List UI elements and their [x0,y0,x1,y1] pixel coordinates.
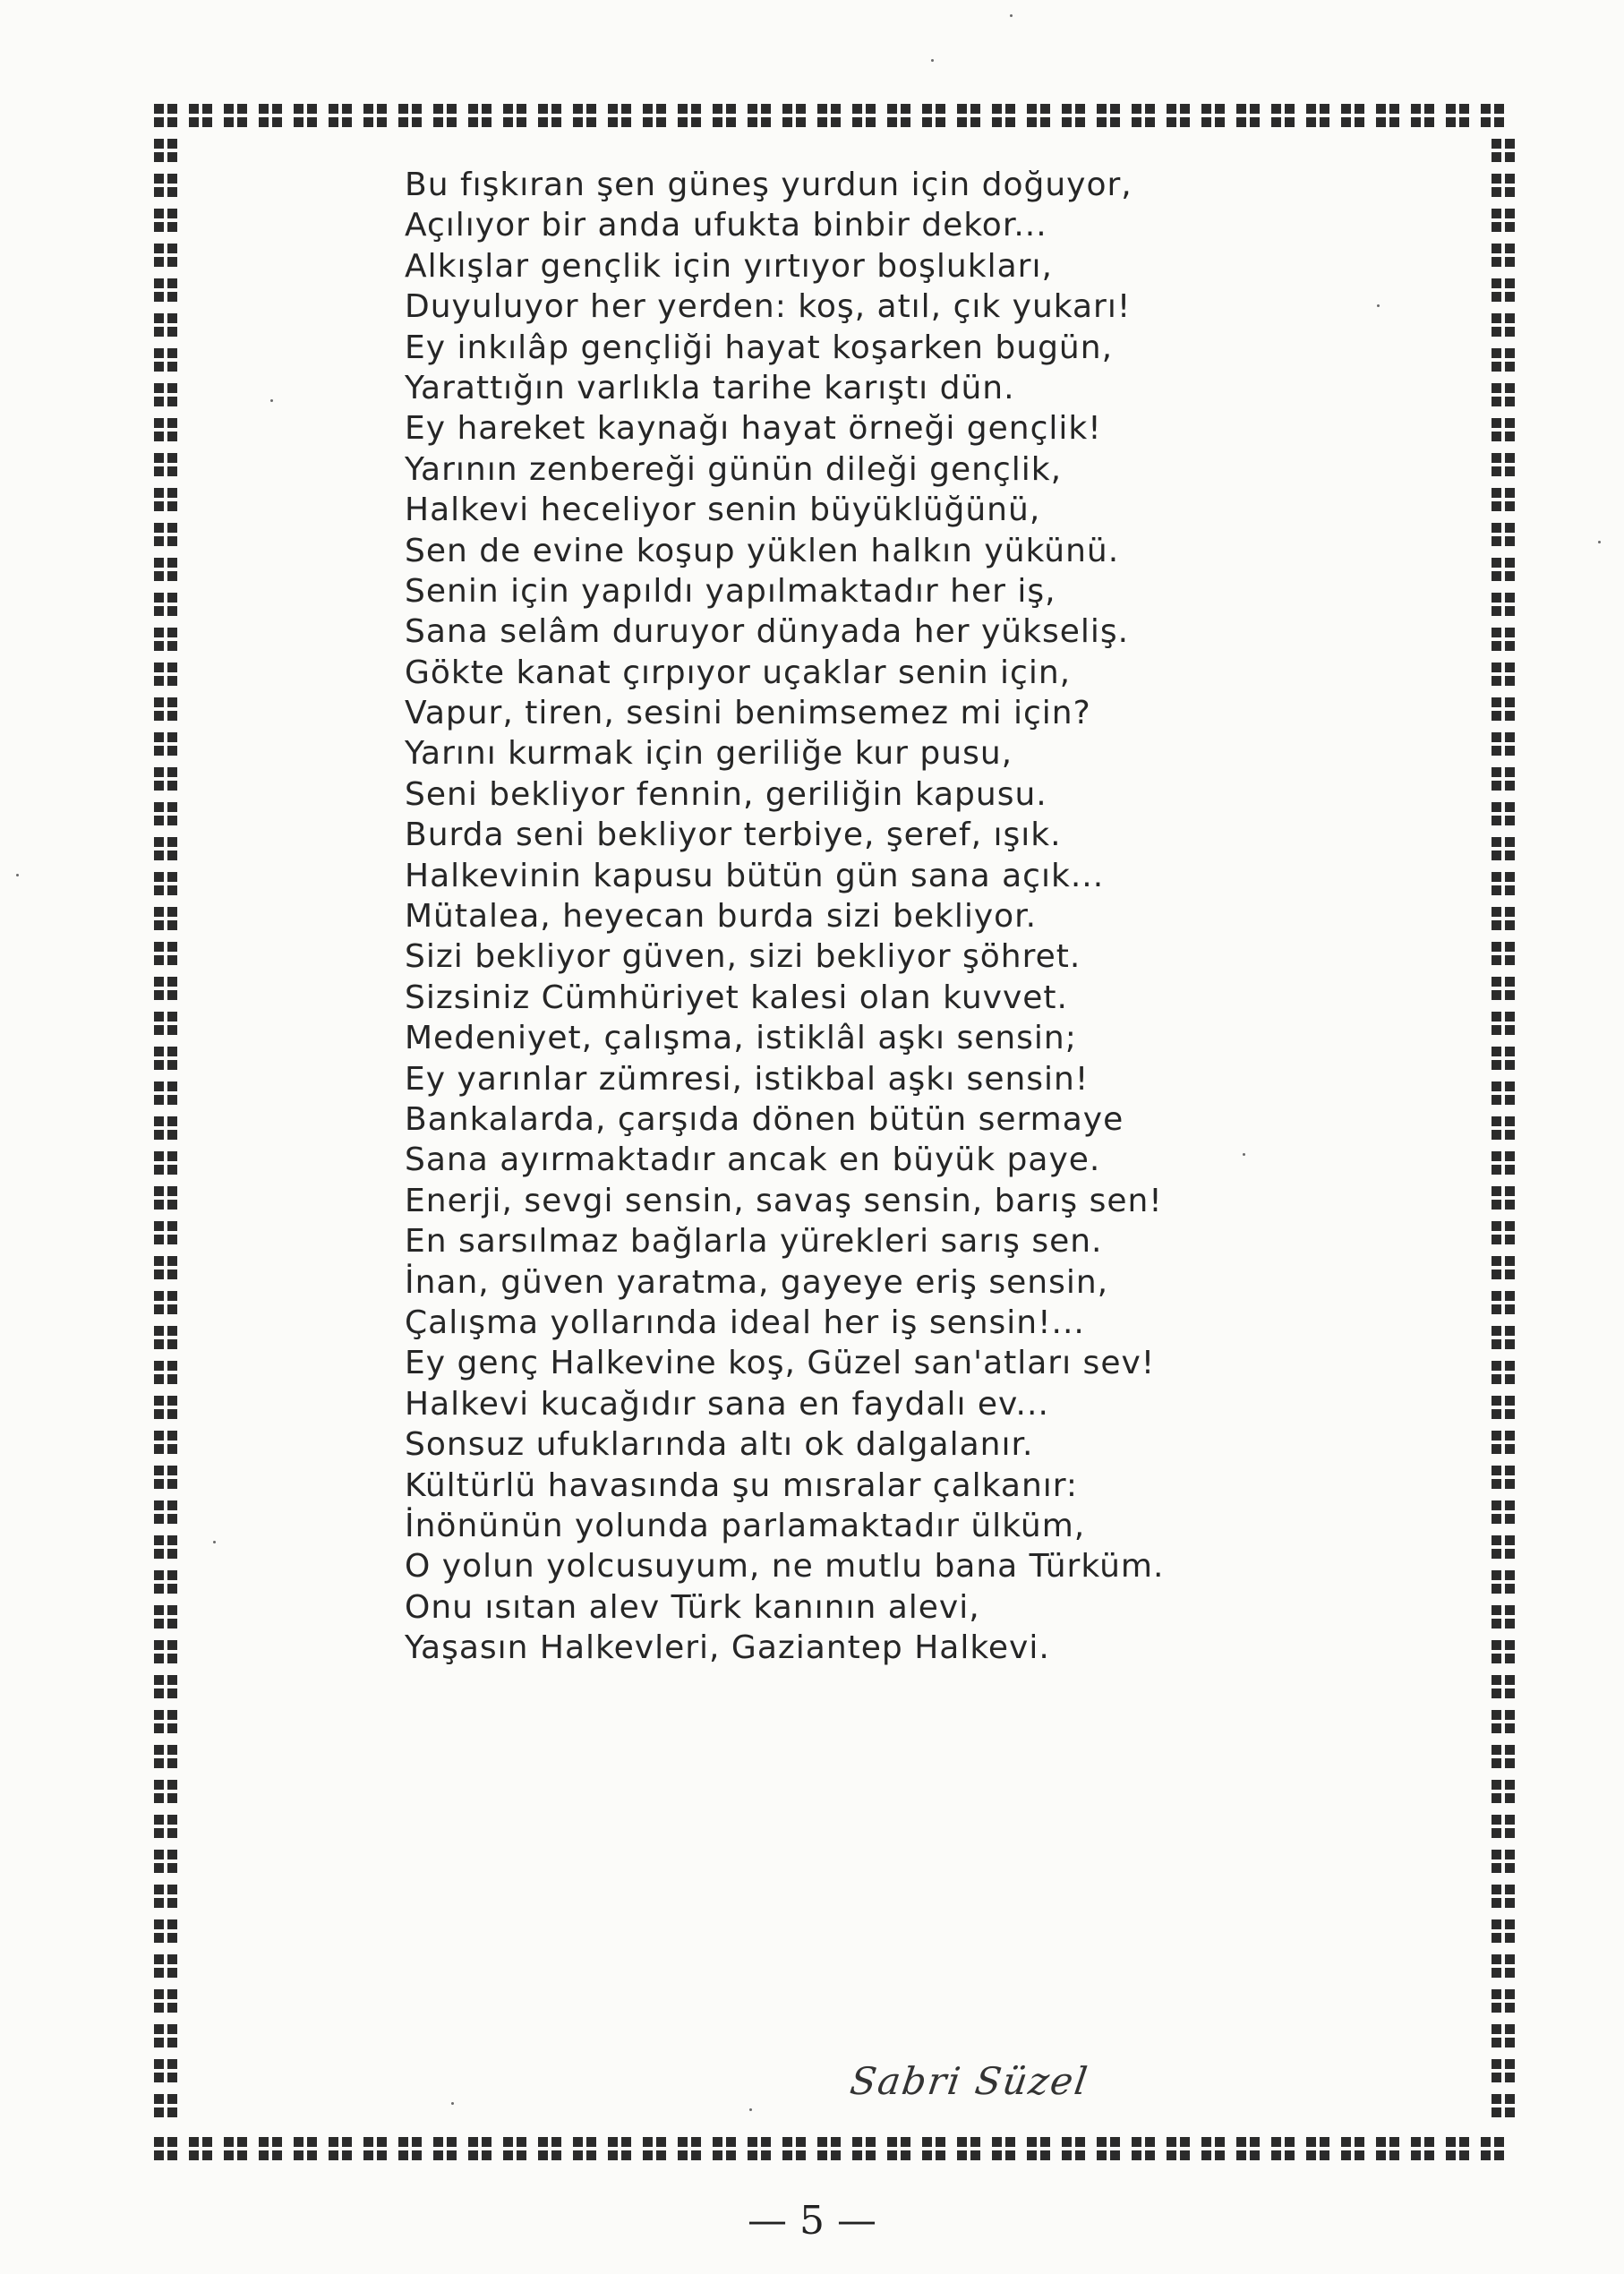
poem-line: Ey genç Halkevine koş, Güzel san'atları sev! [405,1345,1156,1382]
frame-ornament [1236,104,1260,127]
frame-ornament [1376,104,1399,127]
frame-ornament [189,104,212,127]
frame-ornament [154,872,177,895]
frame-ornament [154,1431,177,1454]
frame-ornament [817,2137,841,2160]
frame-ornament [154,837,177,860]
frame-ornament [1492,1116,1515,1140]
frame-ornament [1492,558,1515,581]
frame-ornament [154,1605,177,1629]
poem-line: Mütalea, heyecan burda sizi bekliyor. [405,898,1038,936]
frame-ornament [1492,1256,1515,1279]
scan-speck [1243,1153,1245,1156]
frame-ornament [398,2137,422,2160]
poem-line: Çalışma yollarında ideal her iş sensin!... [405,1304,1085,1341]
poem-line: Sana ayırmaktadır ancak en büyük paye. [405,1141,1101,1179]
frame-ornament [154,1256,177,1279]
frame-ornament [1492,1570,1515,1594]
frame-ornament [1492,1535,1515,1559]
frame-ornament [1481,2137,1504,2160]
poem-line: Halkevi heceliyor senin büyüklüğünü, [405,492,1041,529]
frame-ornament [1492,418,1515,441]
frame-ornament [1306,2137,1329,2160]
frame-ornament [678,2137,701,2160]
poem-line: O yolun yolcusuyum, ne mutlu bana Türküm. [405,1548,1165,1586]
frame-ornament [957,2137,980,2160]
frame-ornament [1492,1954,1515,1978]
frame-ornament [1236,2137,1260,2160]
frame-ornament [992,2137,1015,2160]
frame-ornament [678,104,701,127]
frame-ornament [154,1047,177,1070]
frame-ornament [1341,2137,1364,2160]
frame-ornament [154,1535,177,1559]
frame-ornament [259,104,282,127]
poem-line: Bu fışkıran şen güneş yurdun için doğuyor, [405,167,1133,203]
frame-ornament [1492,1012,1515,1035]
frame-ornament [1492,907,1515,930]
frame-ornament [154,104,177,127]
frame-ornament [154,2024,177,2047]
frame-ornament [1492,593,1515,616]
frame-ornament [538,2137,561,2160]
frame-ornament [1492,453,1515,476]
frame-ornament [154,1500,177,1524]
frame-ornament [1492,209,1515,232]
frame-ornament [154,244,177,267]
poem-line: Ey inkılâp gençliği hayat koşarken bugün, [405,329,1114,366]
frame-ornament [1201,104,1225,127]
frame-ornament [922,104,945,127]
frame-ornament [573,104,596,127]
frame-ornament [713,2137,736,2160]
scan-speck [749,2108,752,2111]
poem-line: Burda seni bekliyor terbiye, şeref, ışık. [405,816,1062,854]
frame-ornament [1492,802,1515,825]
frame-ornament [154,1885,177,1908]
frame-ornament [1492,663,1515,686]
frame-ornament [329,2137,352,2160]
frame-ornament [154,1675,177,1698]
frame-ornament [1492,1291,1515,1314]
frame-ornament [294,104,317,127]
frame-ornament [154,628,177,651]
frame-ornament [154,1919,177,1943]
poem-line: Duyuluyor her yerden: koş, atıl, çık yukarı! [405,288,1132,326]
poem-line: Sen de evine koşup yüklen halkın yükünü. [405,532,1120,569]
frame-ornament [1306,104,1329,127]
frame-ornament [154,1221,177,1244]
frame-ornament [154,1989,177,2013]
frame-ornament [224,104,247,127]
frame-ornament [1027,2137,1050,2160]
frame-ornament [887,2137,910,2160]
poem-line: Sonsuz ufuklarında altı ok dalgalanır. [405,1426,1034,1464]
frame-ornament [154,209,177,232]
frame-ornament [154,1780,177,1803]
frame-ornament [1492,767,1515,791]
frame-ornament [1492,1640,1515,1663]
frame-ornament [1201,2137,1225,2160]
scan-speck [451,2102,454,2105]
frame-ornament [782,2137,806,2160]
poem-line: Yarattığın varlıkla tarihe karıştı dün. [405,369,1015,406]
frame-ornament [363,2137,387,2160]
poem-line: Enerji, sevgi sensin, savaş sensin, barış sen! [405,1182,1163,1219]
frame-ornament [1492,1431,1515,1454]
frame-ornament [1167,104,1190,127]
frame-ornament [992,104,1015,127]
frame-ornament [1492,1745,1515,1768]
frame-ornament [1341,104,1364,127]
frame-ornament [1492,1047,1515,1070]
frame-ornament [154,767,177,791]
frame-ornament [154,1570,177,1594]
frame-ornament [608,2137,631,2160]
frame-ornament [1446,104,1469,127]
frame-ornament [154,453,177,476]
frame-ornament [1492,837,1515,860]
frame-ornament [1492,2094,1515,2117]
poem-line: Alkışlar gençlik için yırtıyor boşlukları, [405,247,1053,285]
poem-line: İnan, güven yaratma, gayeye eriş sensin, [405,1263,1109,1301]
frame-ornament [1492,2024,1515,2047]
frame-ornament [1492,1815,1515,1838]
frame-ornament [748,104,771,127]
frame-ornament [154,1954,177,1978]
frame-ornament [782,104,806,127]
frame-ornament [154,942,177,965]
frame-ornament [887,104,910,127]
frame-ornament [154,1012,177,1035]
frame-ornament [224,2137,247,2160]
frame-ornament [1492,383,1515,406]
frame-ornament [1492,1081,1515,1105]
frame-ornament [1492,174,1515,197]
frame-ornament [154,802,177,825]
frame-ornament [259,2137,282,2160]
frame-ornament [154,523,177,546]
page-number: — 5 — [748,2198,876,2244]
frame-ornament [852,2137,876,2160]
poem-line: Yarının zenbereği günün dileği gençlik, [405,450,1063,488]
frame-ornament [503,104,526,127]
frame-ornament [713,104,736,127]
poem-line: Onu ısıtan alev Türk kanının alevi, [405,1588,980,1626]
frame-ornament [1446,2137,1469,2160]
frame-ornament [1132,104,1155,127]
frame-ornament [1492,1396,1515,1419]
frame-ornament [154,977,177,1000]
scan-speck [270,399,273,402]
frame-ornament [433,104,457,127]
frame-ornament [154,488,177,511]
poem-line: Halkevi kucağıdır sana en faydalı ev... [405,1385,1049,1423]
frame-ornament [1492,1989,1515,2013]
frame-ornament [154,1815,177,1838]
frame-ornament [154,663,177,686]
frame-ornament [1097,2137,1120,2160]
frame-ornament [154,2094,177,2117]
scan-speck [1010,14,1013,17]
frame-ornament [189,2137,212,2160]
frame-ornament [154,907,177,930]
poem-line: Kültürlü havasında şu mısralar çalkanır: [405,1466,1079,1504]
poem-line: Sizsiniz Cümhüriyet kalesi olan kuvvet. [405,979,1068,1016]
scan-speck [16,874,19,876]
frame-ornament [1492,697,1515,721]
frame-ornament [1411,2137,1434,2160]
frame-ornament [154,348,177,372]
frame-ornament [154,1081,177,1105]
frame-ornament [1492,1151,1515,1175]
frame-ornament [1492,1361,1515,1384]
frame-ornament [1271,2137,1295,2160]
frame-ornament [1492,1675,1515,1698]
decorative-frame-top [154,104,1516,127]
frame-ornament [643,2137,666,2160]
frame-ornament [1492,2059,1515,2082]
frame-ornament [1492,872,1515,895]
decorative-frame-bottom [154,2137,1516,2160]
frame-ornament [154,2059,177,2082]
frame-ornament [1492,313,1515,337]
frame-ornament [1492,1605,1515,1629]
frame-ornament [154,1850,177,1873]
frame-ornament [154,278,177,302]
frame-ornament [1481,104,1504,127]
frame-ornament [1492,628,1515,651]
poem-line: Sana selâm duruyor dünyada her yükseliş. [405,613,1130,651]
decorative-frame-right [1492,139,1515,2129]
frame-ornament [1271,104,1295,127]
frame-ornament [503,2137,526,2160]
frame-ornament [154,383,177,406]
frame-ornament [1411,104,1434,127]
frame-ornament [1167,2137,1190,2160]
decorative-frame-left [154,139,177,2129]
frame-ornament [154,174,177,197]
frame-ornament [154,558,177,581]
poem-line: İnönünün yolunda parlamaktadır ülküm, [405,1507,1086,1544]
frame-ornament [748,2137,771,2160]
poem-line: Açılıyor bir anda ufukta binbir dekor... [405,207,1047,244]
frame-ornament [538,104,561,127]
poem-line: En sarsılmaz bağlarla yürekleri sarış sen. [405,1223,1103,1261]
frame-ornament [573,2137,596,2160]
scan-speck [1598,541,1601,543]
frame-ornament [468,104,491,127]
frame-ornament [957,104,980,127]
frame-ornament [1062,2137,1085,2160]
frame-ornament [1492,139,1515,162]
frame-ornament [154,418,177,441]
frame-ornament [1492,488,1515,511]
frame-ornament [294,2137,317,2160]
frame-ornament [154,1326,177,1349]
frame-ornament [329,104,352,127]
poem-line: Ey yarınlar zümresi, istikbal aşkı sensin! [405,1060,1090,1098]
frame-ornament [154,2137,177,2160]
frame-ornament [608,104,631,127]
poem-line: Seni bekliyor fennin, geriliğin kapusu. [405,775,1047,813]
frame-ornament [852,104,876,127]
frame-ornament [1062,104,1085,127]
frame-ornament [154,1116,177,1140]
poem-line: Bankalarda, çarşıda dönen bütün sermaye [405,1100,1124,1138]
frame-ornament [154,1466,177,1489]
poem-line: Gökte kanat çırpıyor uçaklar senin için, [405,654,1072,691]
frame-ornament [1492,1919,1515,1943]
frame-ornament [1492,1326,1515,1349]
frame-ornament [1097,104,1120,127]
frame-ornament [154,1361,177,1384]
frame-ornament [1492,348,1515,372]
frame-ornament [398,104,422,127]
frame-ornament [1492,1466,1515,1489]
frame-ornament [1492,244,1515,267]
frame-ornament [1376,2137,1399,2160]
frame-ornament [1027,104,1050,127]
frame-ornament [154,1640,177,1663]
frame-ornament [817,104,841,127]
frame-ornament [1492,1850,1515,1873]
frame-ornament [1492,1186,1515,1210]
scan-speck [931,59,934,62]
frame-ornament [363,104,387,127]
frame-ornament [1492,523,1515,546]
frame-ornament [1492,732,1515,756]
frame-ornament [154,313,177,337]
frame-ornament [1492,278,1515,302]
poem-line: Vapur, tiren, sesini benimsemez mi için? [405,695,1091,732]
frame-ornament [154,593,177,616]
frame-ornament [1132,2137,1155,2160]
frame-ornament [1492,1780,1515,1803]
frame-ornament [154,1291,177,1314]
scan-speck [1377,304,1380,307]
frame-ornament [1492,1885,1515,1908]
poem-body [405,165,1389,1668]
author-signature: Sabri Süzel [847,2059,1092,2103]
frame-ornament [433,2137,457,2160]
frame-ornament [154,1710,177,1733]
frame-ornament [1492,1500,1515,1524]
frame-ornament [154,1745,177,1768]
poem-line: Medeniyet, çalışma, istiklâl aşkı sensin; [405,1020,1077,1057]
frame-ornament [1492,1221,1515,1244]
frame-ornament [154,697,177,721]
frame-ornament [154,1186,177,1210]
frame-ornament [1492,942,1515,965]
scan-speck [213,1541,216,1543]
frame-ornament [154,1396,177,1419]
poem-line: Sizi bekliyor güven, sizi bekliyor şöhret. [405,938,1081,976]
poem-line: Senin için yapıldı yapılmaktadır her iş, [405,572,1056,610]
poem-line: Yaşasın Halkevleri, Gaziantep Halkevi. [405,1629,1050,1667]
frame-ornament [643,104,666,127]
frame-ornament [154,1151,177,1175]
poem-line: Halkevinin kapusu bütün gün sana açık... [405,857,1105,894]
frame-ornament [1492,1710,1515,1733]
frame-ornament [468,2137,491,2160]
frame-ornament [922,2137,945,2160]
poem-line: Ey hareket kaynağı hayat örneği gençlik! [405,410,1102,448]
frame-ornament [1492,977,1515,1000]
poem-line: Yarını kurmak için geriliğe kur pusu, [405,735,1013,773]
frame-ornament [154,139,177,162]
frame-ornament [154,732,177,756]
